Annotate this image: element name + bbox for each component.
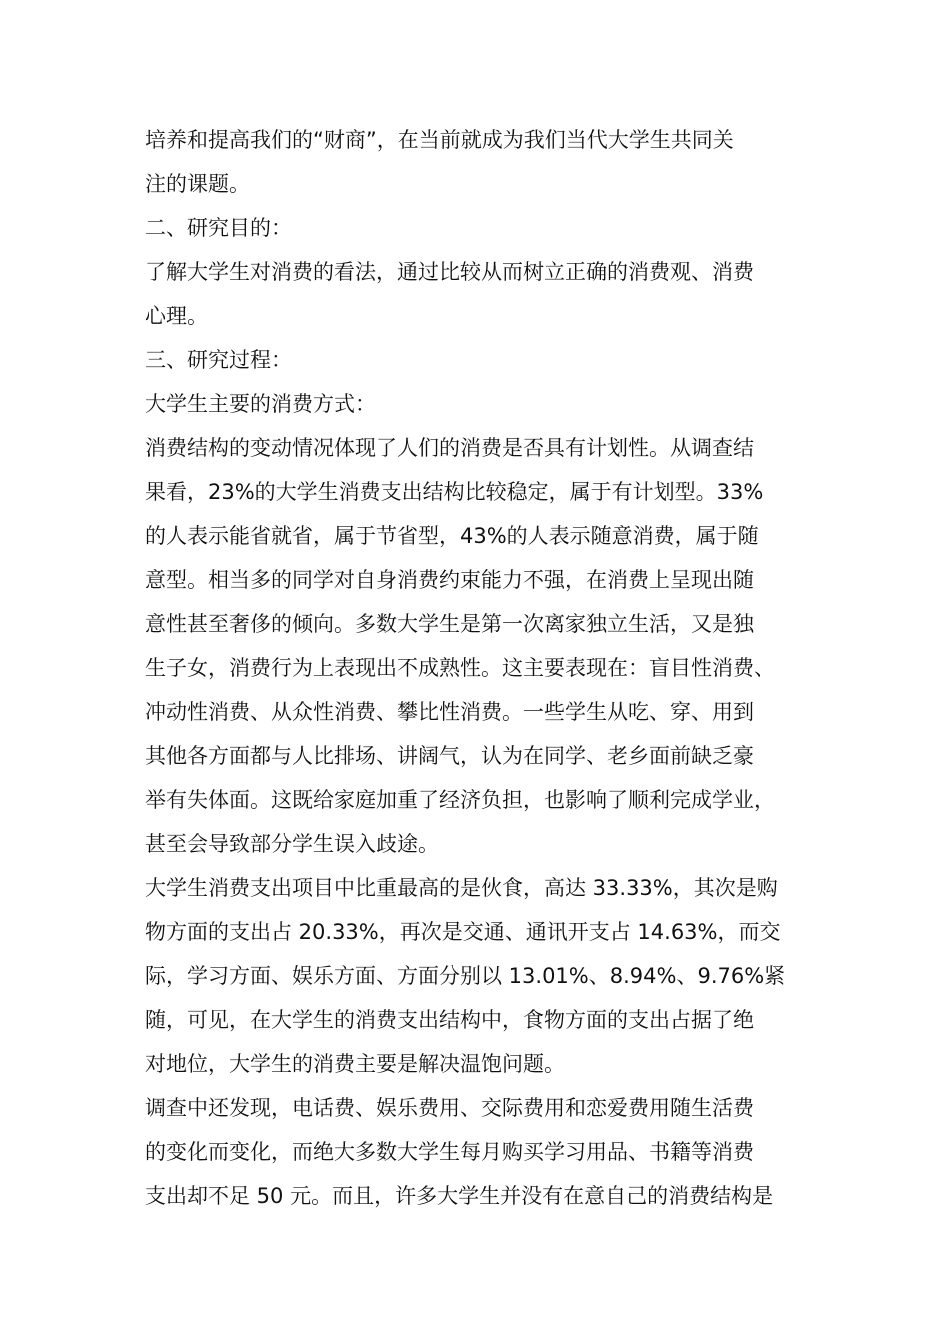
text-line: 冲动性消费、从众性消费、攀比性消费。一些学生从吃、穿、用到: [145, 700, 754, 724]
text-line: 随，可见，在大学生的消费支出结构中，食物方面的支出占据了绝: [145, 1008, 754, 1032]
section-heading: [145, 206, 820, 250]
text-line: 举有失体面。这既给家庭加重了经济负担，也影响了顺利完成学业，: [145, 788, 775, 812]
text-line: 了解大学生对消费的看法，通过比较从而树立正确的消费观、消费: [145, 260, 754, 284]
paragraph: [145, 1086, 820, 1218]
text-line: 的人表示能省就省，属于节省型，43%的人表示随意消费，属于随: [145, 524, 759, 548]
text-line: 培养和提高我们的“财商”，在当前就成为我们当代大学生共同关: [145, 128, 734, 152]
sub-heading: [145, 382, 820, 426]
text-line: 物方面的支出占 20.33%，再次是交通、通讯开支占 14.63%，而交: [145, 920, 781, 944]
text-line: 生子女，消费行为上表现出不成熟性。这主要表现在：盲目性消费、: [145, 656, 775, 680]
text-line: 的变化而变化，而绝大多数大学生每月购买学习用品、书籍等消费: [145, 1140, 754, 1164]
text-line: 甚至会导致部分学生误入歧途。: [145, 832, 439, 856]
text-line: 支出却不足 50 元。而且，许多大学生并没有在意自己的消费结构是: [145, 1184, 774, 1208]
document-body: [145, 118, 820, 1218]
text-line: 注的课题。: [145, 172, 250, 196]
text-line: 消费结构的变动情况体现了人们的消费是否具有计划性。从调查结: [145, 436, 754, 460]
text-line: 际，学习方面、娱乐方面、方面分别以 13.01%、8.94%、9.76%紧: [145, 964, 786, 988]
text-line: 大学生主要的消费方式：: [145, 392, 376, 416]
paragraph: [145, 118, 820, 206]
text-line: 心理。: [145, 304, 208, 328]
text-line: 对地位，大学生的消费主要是解决温饱问题。: [145, 1052, 565, 1076]
text-line: 意型。相当多的同学对自身消费约束能力不强，在消费上呈现出随: [145, 568, 754, 592]
section-heading: [145, 338, 820, 382]
text-line: 三、研究过程：: [145, 348, 292, 372]
text-line: 大学生消费支出项目中比重最高的是伙食，高达 33.33%，其次是购: [145, 876, 778, 900]
text-line: 果看，23%的大学生消费支出结构比较稳定，属于有计划型。33%: [145, 480, 764, 504]
text-line: 二、研究目的：: [145, 216, 292, 240]
paragraph: [145, 250, 820, 338]
text-line: 调查中还发现，电话费、娱乐费用、交际费用和恋爱费用随生活费: [145, 1096, 754, 1120]
paragraph: [145, 866, 820, 1086]
text-line: 意性甚至奢侈的倾向。多数大学生是第一次离家独立生活，又是独: [145, 612, 754, 636]
text-line: 其他各方面都与人比排场、讲阔气，认为在同学、老乡面前缺乏豪: [145, 744, 754, 768]
paragraph: [145, 426, 820, 866]
